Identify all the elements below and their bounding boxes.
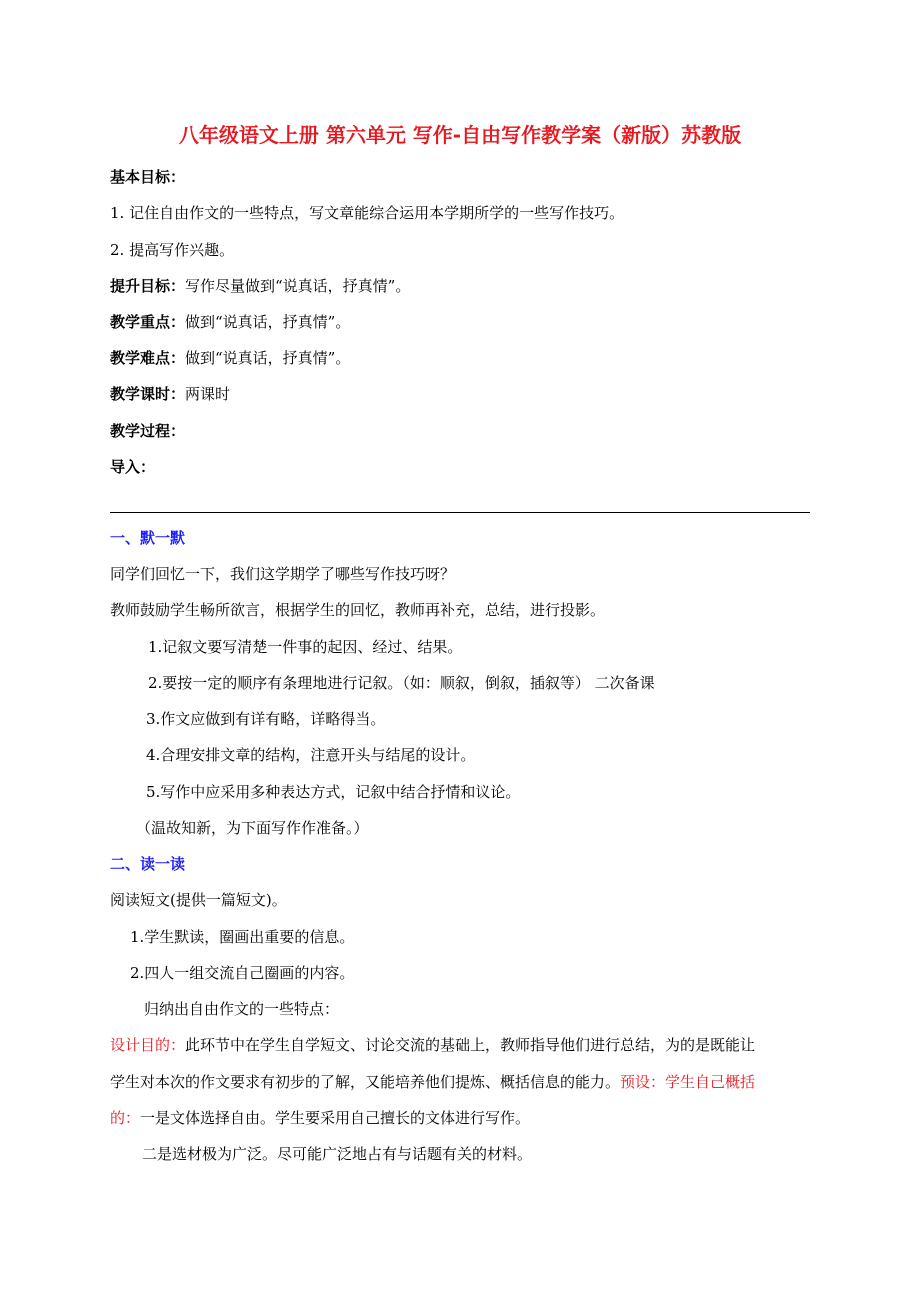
section2-line: 阅读短文(提供一篇短文)。 <box>110 891 287 909</box>
design-purpose-line1 <box>110 1035 755 1055</box>
field-label: 教学重点： <box>110 313 186 331</box>
design-purpose-text: 此环节中在学生自学短文、讨论交流的基础上，教师指导他们进行总结，为的是既能让 <box>185 1036 756 1054</box>
field-difficulty <box>110 348 350 368</box>
field-advanced-goal <box>110 276 410 296</box>
section1-line: 5.写作中应采用多种表达方式，记叙中结合抒情和议论。 <box>146 783 521 801</box>
field-periods <box>110 384 230 404</box>
section1-line: 2.要按一定的顺序有条理地进行记叙。（如：顺叙，倒叙，插叙等） 二次备课 <box>148 674 655 692</box>
field-value: 两课时 <box>185 385 231 403</box>
field-value: 做到“说真话，抒真情”。 <box>185 349 351 367</box>
design-purpose-label: 设计目的： <box>110 1036 186 1054</box>
basic-goal-2: 2. 提高写作兴趣。 <box>110 241 235 259</box>
page-title: 八年级语文上册 第六单元 写作-自由写作教学案（新版）苏教版 <box>178 123 742 147</box>
design-purpose-line2 <box>110 1072 755 1092</box>
field-key-point <box>110 312 350 332</box>
section2-line: 归纳出自由作文的一些特点： <box>144 1000 340 1018</box>
field-value: 写作尽量做到“说真话，抒真情”。 <box>185 277 411 295</box>
field-label: 提升目标： <box>110 277 186 295</box>
feature-point-2: 二是选材极为广泛。尽可能广泛地占有与话题有关的材料。 <box>142 1145 533 1163</box>
section2-line: 1.学生默读，圈画出重要的信息。 <box>130 928 355 946</box>
basic-goal-1: 1. 记住自由作文的一些特点，写文章能综合运用本学期所学的一些写作技巧。 <box>110 204 625 222</box>
field-value: 做到“说真话，抒真情”。 <box>185 313 351 331</box>
section2-heading: 二、读一读 <box>110 855 186 873</box>
design-purpose-line3 <box>110 1108 530 1128</box>
section1-line: 4.合理安排文章的结构，注意开头与结尾的设计。 <box>146 746 476 764</box>
field-label: 导入： <box>110 458 156 476</box>
field-process <box>110 421 185 441</box>
preset-label: 预设：学生自己概括 <box>620 1073 756 1091</box>
preset-label-cont: 的： <box>110 1109 141 1127</box>
section1-line: 1.记叙文要写清楚一件事的起因、经过、结果。 <box>148 638 463 656</box>
section1-line: 同学们回忆一下，我们这学期学了哪些写作技巧呀？ <box>110 565 456 583</box>
section2-line: 2.四人一组交流自己圈画的内容。 <box>130 964 355 982</box>
feature-point-1: 一是文体选择自由。学生要采用自己擅长的文体进行写作。 <box>140 1109 531 1127</box>
section1-line: 3.作文应做到有详有略，详略得当。 <box>146 710 386 728</box>
section1-heading: 一、默一默 <box>110 529 186 547</box>
section1-line: （温故知新，为下面写作作准备。） <box>136 819 369 837</box>
design-purpose-text: 学生对本次的作文要求有初步的了解，又能培养他们提炼、概括信息的能力。 <box>110 1073 621 1091</box>
basic-goal-label: 基本目标： <box>110 168 186 186</box>
field-intro <box>110 457 155 477</box>
field-label: 教学课时： <box>110 385 186 403</box>
section1-line: 教师鼓励学生畅所欲言，根据学生的回忆，教师再补充，总结，进行投影。 <box>110 601 606 619</box>
field-label: 教学过程： <box>110 422 186 440</box>
divider <box>110 512 810 513</box>
field-label: 教学难点： <box>110 349 186 367</box>
